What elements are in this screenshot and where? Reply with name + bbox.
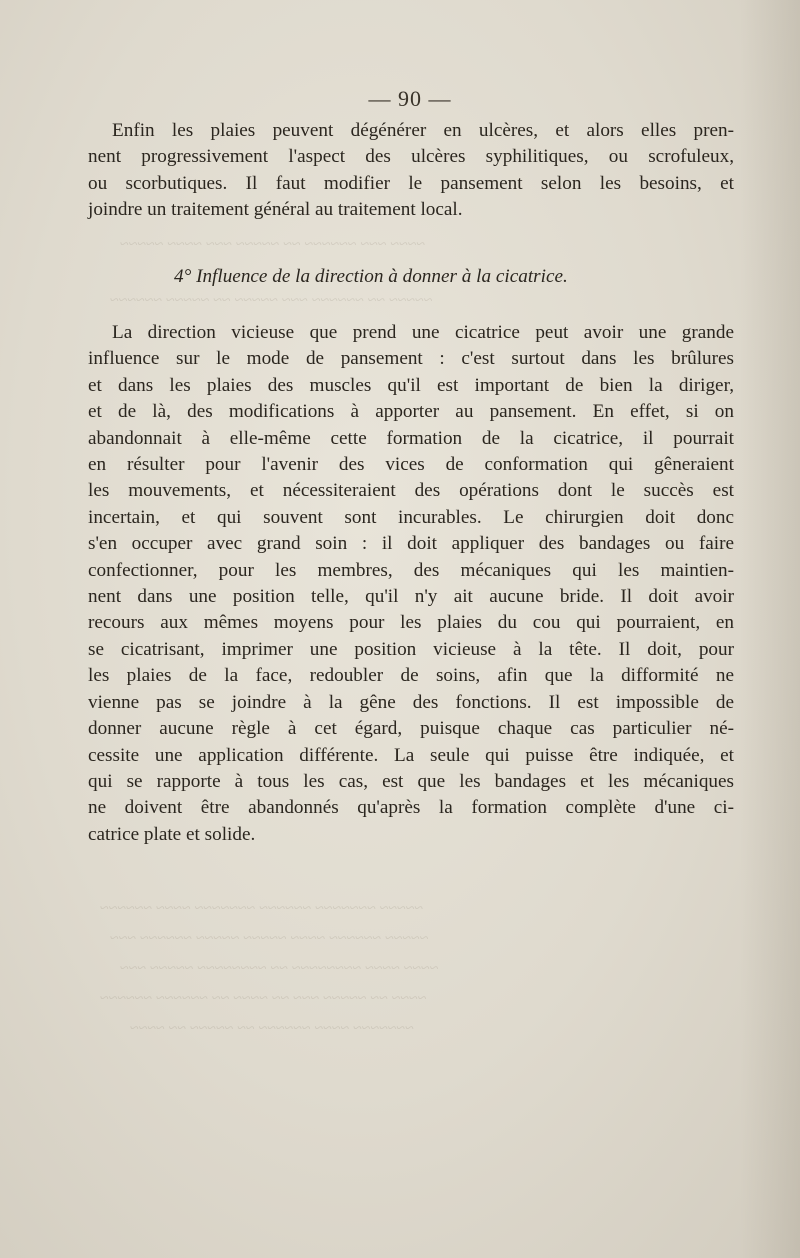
text-line: incertain, et qui souvent sont incurables. Le chirurgien doit donc bbox=[88, 506, 734, 528]
text-line: en résulter pour l'avenir des vices de conformation qui gêneraient bbox=[88, 454, 734, 476]
text-line: ou scorbutiques. Il faut modifier le pansement selon les besoins, et bbox=[88, 172, 734, 194]
text-line: La direction vicieuse que prend une cicatrice peut avoir une grande bbox=[112, 322, 734, 343]
text-line: les plaies de la face, redoubler de soins, afin que la difformité ne bbox=[88, 665, 734, 687]
text-line: vienne pas se joindre à la gêne des fonctions. Il est impossible de bbox=[88, 691, 734, 713]
text-line: s'en occuper avec grand soin : il doit appliquer des bandages ou faire bbox=[88, 533, 734, 555]
text-line: et dans les plaies des muscles qu'il est important de bien la diriger, bbox=[88, 374, 734, 396]
paragraph-ulcers bbox=[88, 118, 734, 224]
text-line: nent progressivement l'aspect des ulcères syphilitiques, ou scrofuleux, bbox=[88, 146, 734, 168]
show-through-text: ~~~~ ~~~~ ~~~~~~~~ ~~ ~~~~~~~~ ~~~~~ ~~~ bbox=[120, 960, 439, 977]
show-through-text: ~~~~~ ~~ ~~~~~~ ~~~ ~~~~~ ~~ ~~~~~ ~~~~~~ bbox=[110, 292, 433, 309]
show-through-text: ~~~~~~~ ~~~~ ~~~~~~ ~~ ~~~~~ ~~ ~~~~ bbox=[130, 1020, 414, 1037]
text-line: et de là, des modifications à apporter au pansement. En effet, si on bbox=[88, 401, 734, 423]
text-line: influence sur le mode de pansement : c'est surtout dans les brûlures bbox=[88, 348, 734, 370]
text-line: nent dans une position telle, qu'il n'y ait aucune bride. Il doit avoir bbox=[88, 586, 734, 608]
show-through-text: ~~~~~ ~~~~~~~ ~~~~~~ ~~~~~~~ ~~~~ ~~~~~~ bbox=[100, 900, 423, 917]
show-through-text: ~~~~ ~~~ ~~~~~~ ~~ ~~~~~ ~~~ ~~~~ ~~~~~ bbox=[120, 236, 425, 253]
text-line: Enfin les plaies peuvent dégénérer en ulcères, et alors elles pren- bbox=[112, 120, 734, 141]
text-line: catrice plate et solide. bbox=[88, 823, 256, 845]
show-through-text: ~~~~ ~~ ~~~~~ ~~~ ~~ ~~~~ ~~ ~~~~~~ ~~~~~~ bbox=[100, 990, 427, 1007]
text-line: se cicatrisant, imprimer une position vicieuse à la tête. Il doit, pour bbox=[88, 638, 734, 660]
text-line: confectionner, pour les membres, des mécaniques qui les maintien- bbox=[88, 559, 734, 581]
text-line: cessite une application différente. La seule qui puisse être indiquée, et bbox=[88, 744, 734, 766]
text-line: recours aux mêmes moyens pour les plaies du cou qui pourraient, en bbox=[88, 612, 734, 634]
text-line: les mouvements, et nécessiteraient des opérations dont le succès est bbox=[88, 480, 734, 502]
text-line: qui se rapporte à tous les cas, est que les bandages et les mécaniques bbox=[88, 770, 734, 792]
paragraph-cicatrice bbox=[88, 320, 734, 848]
text-line: joindre un traitement général au traitement local. bbox=[88, 199, 463, 221]
text-line: ne doivent être abandonnés qu'après la formation complète d'une ci- bbox=[88, 797, 734, 819]
text-line: donner aucune règle à cet égard, puisque chaque cas particulier né- bbox=[88, 718, 734, 740]
section-heading: 4° Influence de la direction à donner à la cicatrice. bbox=[174, 266, 568, 287]
page-number: — 90 — bbox=[368, 86, 452, 111]
text-line: abandonnait à elle-même cette formation de la cicatrice, il pourrait bbox=[88, 427, 734, 449]
show-through-text: ~~~~~ ~~~~~~ ~~~~ ~~~~~ ~~~~~ ~~~~~~ ~~~ bbox=[110, 930, 429, 947]
